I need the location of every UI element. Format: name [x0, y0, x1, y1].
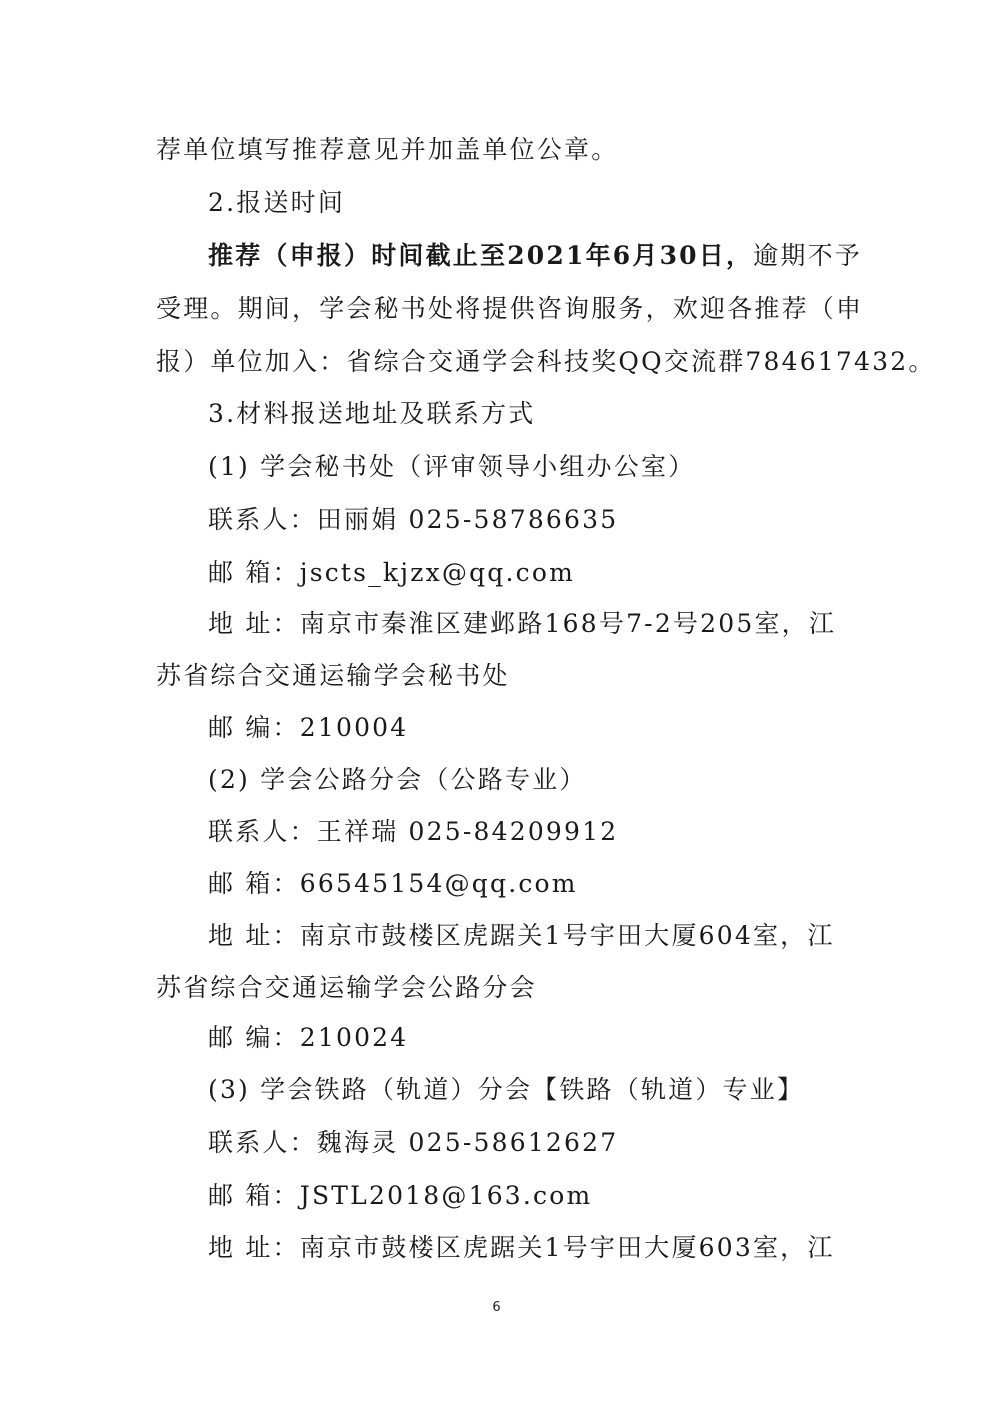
contact-1-email: 邮 箱：jscts_kjzx@qq.com	[208, 558, 575, 587]
contact-3-heading: (3) 学会铁路（轨道）分会【铁路（轨道）专业】	[208, 1075, 805, 1104]
contact-1-address: 地 址：南京市秦淮区建邺路168号7-2号205室，江	[208, 609, 837, 638]
section-heading-submission-time: 2.报送时间	[208, 188, 346, 217]
contact-2-postcode: 邮 编：210024	[208, 1023, 409, 1052]
contact-1-postcode: 邮 编：210004	[208, 713, 409, 742]
contact-2-address-cont: 苏省综合交通运输学会公路分会	[156, 973, 537, 1002]
text-line-qq-group: 报）单位加入：省综合交通学会科技奖QQ交流群784617432。	[156, 347, 936, 376]
deadline-tail-text: 逾期不予	[753, 241, 862, 270]
contact-3-person: 联系人：魏海灵 025-58612627	[208, 1128, 619, 1157]
page-number: 6	[492, 1300, 501, 1315]
text-line-1: 荐单位填写推荐意见并加盖单位公章。	[156, 135, 619, 164]
contact-2-address: 地 址：南京市鼓楼区虎踞关1号宇田大厦604室，江	[208, 921, 835, 950]
contact-1-address-cont: 苏省综合交通运输学会秘书处	[156, 661, 510, 690]
section-heading-address-contact: 3.材料报送地址及联系方式	[208, 399, 536, 428]
text-line-consult: 受理。期间，学会秘书处将提供咨询服务，欢迎各推荐（申	[156, 294, 864, 323]
contact-1-heading: (1) 学会秘书处（评审领导小组办公室）	[208, 452, 696, 481]
contact-3-address: 地 址：南京市鼓楼区虎踞关1号宇田大厦603室，江	[208, 1233, 835, 1262]
deadline-line	[208, 240, 898, 272]
contact-1-person: 联系人：田丽娟 025-58786635	[208, 505, 619, 534]
contact-2-email: 邮 箱：66545154@qq.com	[208, 869, 578, 898]
deadline-bold-text: 推荐（申报）时间截止至2021年6月30日，	[208, 241, 754, 270]
contact-2-heading: (2) 学会公路分会（公路专业）	[208, 765, 587, 794]
contact-2-person: 联系人：王祥瑞 025-84209912	[208, 817, 619, 846]
contact-3-email: 邮 箱：JSTL2018@163.com	[208, 1181, 593, 1210]
